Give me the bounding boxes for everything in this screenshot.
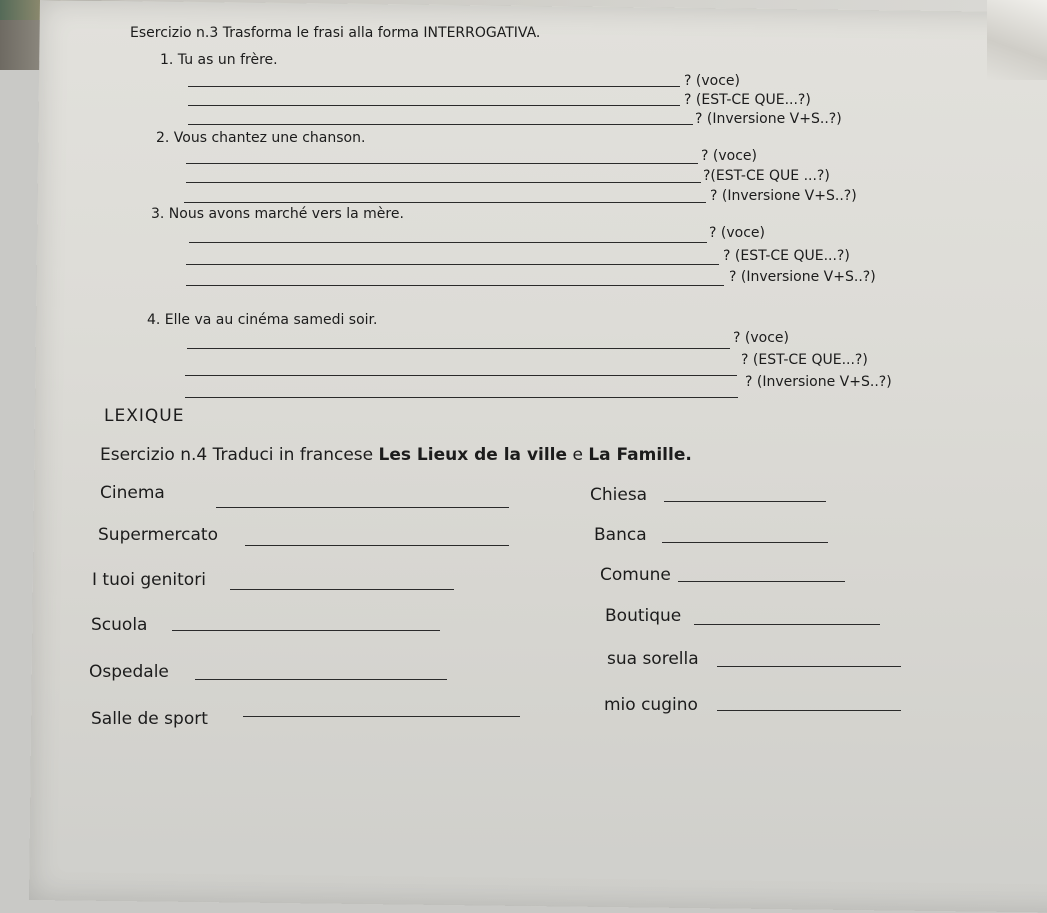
answer-line[interactable]: [187, 348, 730, 349]
hint: ? (Inversione V+S..?): [710, 188, 857, 204]
answer-line[interactable]: [184, 202, 706, 203]
vocab-word-cinema: Cinema: [100, 483, 165, 503]
exercise4-title-bold2: La Famille.: [588, 445, 692, 465]
answer-line[interactable]: [664, 501, 826, 502]
exercise4-title-bold: Les Lieux de la ville: [378, 445, 568, 465]
answer-line[interactable]: [195, 679, 447, 680]
answer-line[interactable]: [717, 666, 901, 667]
answer-line[interactable]: [662, 542, 828, 543]
answer-line[interactable]: [186, 182, 701, 183]
answer-line[interactable]: [172, 630, 440, 631]
answer-line[interactable]: [216, 507, 509, 508]
hint: ? (EST-CE QUE...?): [684, 92, 811, 108]
answer-line[interactable]: [185, 375, 737, 376]
exercise4-title: [100, 447, 692, 464]
exercise3-sentence-3: 3. Nous avons marché vers la mère.: [151, 206, 404, 222]
hint: ? (Inversione V+S..?): [695, 111, 842, 127]
hint: ? (voce): [701, 148, 757, 164]
section-label: LEXIQUE: [104, 406, 185, 426]
answer-line[interactable]: [186, 264, 719, 265]
vocab-word-chiesa: Chiesa: [590, 485, 648, 505]
vocab-word-sorella: sua sorella: [607, 649, 699, 669]
hint: ? (Inversione V+S..?): [745, 374, 892, 390]
hint: ? (Inversione V+S..?): [729, 269, 876, 285]
answer-line[interactable]: [678, 581, 845, 582]
hint: ? (voce): [733, 330, 789, 346]
hint: ? (voce): [684, 73, 740, 89]
answer-line[interactable]: [186, 285, 724, 286]
hint: ?(EST-CE QUE ...?): [703, 168, 830, 184]
vocab-word-comune: Comune: [600, 565, 671, 585]
answer-line[interactable]: [243, 716, 520, 717]
vocab-word-ospedale: Ospedale: [89, 662, 169, 682]
vocab-word-salle-de-sport: Salle de sport: [91, 709, 208, 729]
vocab-word-genitori: I tuoi genitori: [92, 570, 206, 590]
vocab-word-supermercato: Supermercato: [98, 525, 218, 545]
vocab-word-banca: Banca: [594, 525, 647, 545]
vocab-word-boutique: Boutique: [605, 606, 682, 626]
hint: ? (voce): [709, 225, 765, 241]
answer-line[interactable]: [188, 86, 680, 87]
hint: ? (EST-CE QUE...?): [723, 248, 850, 264]
answer-line[interactable]: [694, 624, 880, 625]
exercise4-title-prefix: Esercizio n.4 Traduci in francese: [100, 445, 379, 465]
answer-line[interactable]: [188, 105, 680, 106]
answer-line[interactable]: [230, 589, 454, 590]
answer-line[interactable]: [245, 545, 509, 546]
answer-line[interactable]: [189, 242, 707, 243]
exercise3-title: Esercizio n.3 Trasforma le frasi alla forma INTERROGATIVA.: [130, 25, 541, 41]
vocab-word-cugino: mio cugino: [604, 695, 698, 715]
exercise3-sentence-2: 2. Vous chantez une chanson.: [156, 130, 366, 146]
exercise3-sentence-4: 4. Elle va au cinéma samedi soir.: [147, 312, 378, 328]
vocab-word-scuola: Scuola: [91, 615, 148, 635]
exercise4-title-mid: e: [567, 445, 589, 465]
exercise3-sentence-1: 1. Tu as un frère.: [160, 52, 278, 68]
answer-line[interactable]: [186, 163, 698, 164]
hint: ? (EST-CE QUE...?): [741, 352, 868, 368]
page-curl: [987, 0, 1047, 80]
answer-line[interactable]: [185, 397, 738, 398]
answer-line[interactable]: [188, 124, 693, 125]
answer-line[interactable]: [717, 710, 901, 711]
